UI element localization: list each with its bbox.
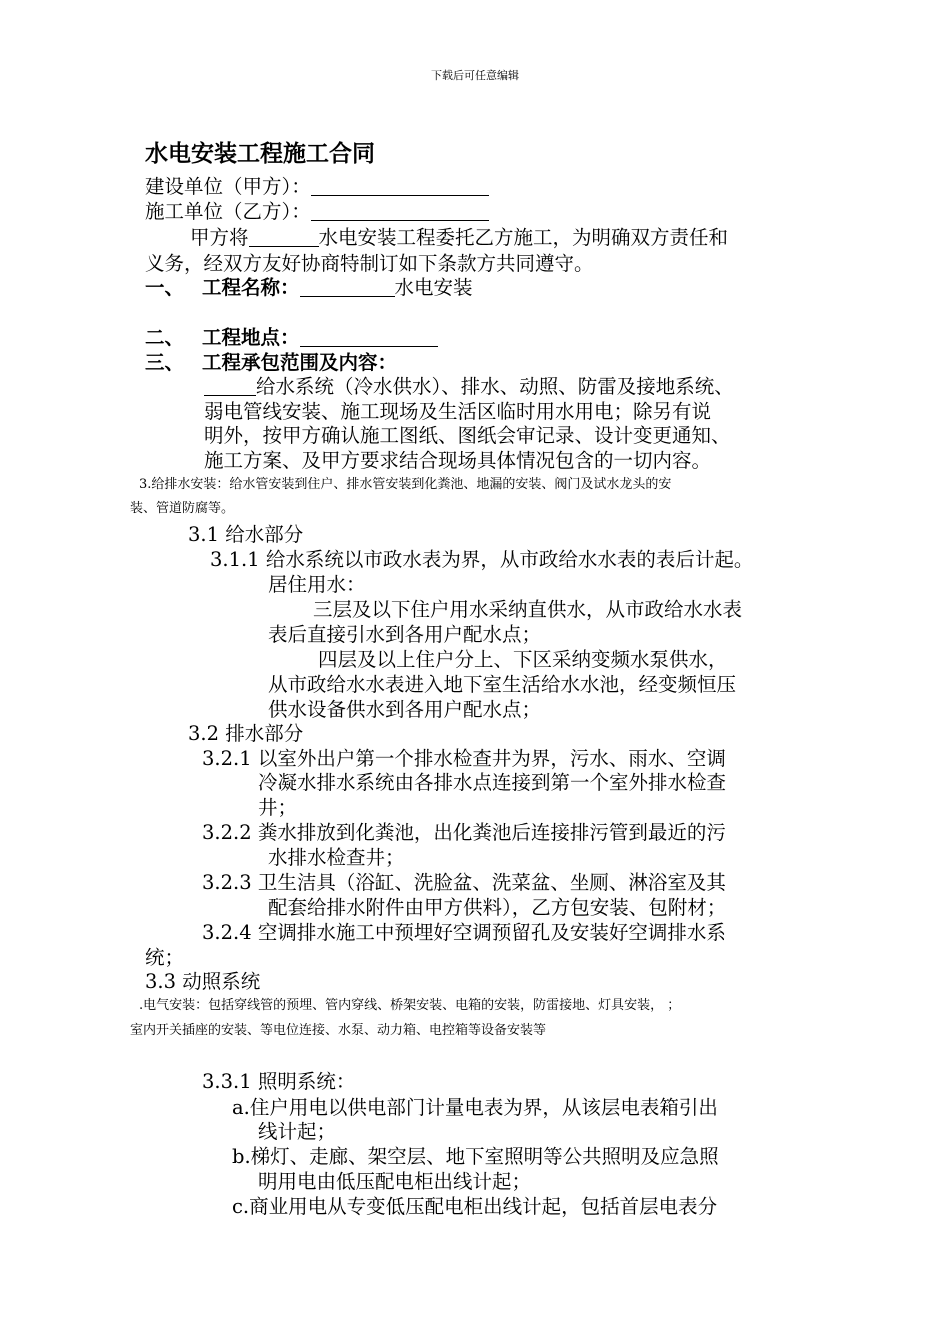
party-b-label: 施工单位（乙方）： — [145, 200, 311, 223]
project-location-blank[interactable] — [300, 326, 438, 347]
electrical-note-line-1: .电气安装：包括穿线管的预埋、管内穿线、桥架安装、电箱的安装，防雷接地、灯具安装， ； — [139, 998, 681, 1013]
section-3-3-1-title: 3.3.1 照明系统： — [202, 1070, 356, 1093]
item-b-line-1: b.梯灯、走廊、架空层、地下室照明等公共照明及应急照 — [232, 1145, 719, 1168]
project-name-value: 水电安装 — [394, 276, 473, 299]
item-a-line-1: a.住户用电以供电部门计量电表为界，从该层电表箱引出 — [232, 1096, 718, 1119]
section-2-label: 工程地点： — [202, 326, 300, 349]
document-title: 水电安装工程施工合同 — [145, 140, 375, 167]
section-3-2-1-line-1: 3.2.1 以室外出户第一个排水检查井为界，污水、雨水、空调 — [202, 747, 726, 770]
section-3-3-title: 3.3 动照系统 — [145, 970, 261, 993]
intro-text-a: 甲方将 — [190, 226, 249, 249]
item-c-line-1: c.商业用电从专变低压配电柜出线计起，包括首层电表分 — [232, 1195, 718, 1218]
section-1-label: 工程名称： — [202, 276, 300, 299]
section-3 — [145, 351, 397, 375]
section-3-para-line-1 — [204, 375, 734, 399]
section-3-2-3-line-2: 配套给排水附件由甲方供料），乙方包安装、包附材； — [268, 896, 727, 919]
party-a-blank[interactable] — [311, 175, 489, 196]
intro-text-b: 水电安装工程委托乙方施工，为明确双方责任和 — [318, 226, 729, 249]
project-name-blank[interactable] — [300, 276, 395, 297]
high-floor-supply-line-1: 四层及以上住户分上、下区采纳变频水泵供水， — [318, 648, 728, 671]
section-3-2-4-line-2: 统； — [145, 946, 185, 969]
low-floor-supply-line-1: 三层及以下住户用水采纳直供水，从市政给水水表 — [313, 598, 743, 621]
section-3-number: 三、 — [145, 351, 185, 374]
party-b-line — [145, 200, 489, 224]
residential-water-heading: 居住用水： — [268, 573, 366, 596]
section-3-label: 工程承包范围及内容： — [202, 351, 398, 374]
section-3-2-1-line-3: 井； — [258, 796, 298, 819]
section-2-number: 二、 — [145, 326, 185, 349]
header-note: 下载后可任意编辑 — [431, 69, 519, 82]
section-3-para-line-4: 施工方案、及甲方要求结合现场具体情况包含的一切内容。 — [204, 449, 712, 472]
section-3-2-3-line-1: 3.2.3 卫生洁具（浴缸、洗脸盆、洗菜盆、坐厕、淋浴室及其 — [202, 871, 726, 894]
section-2 — [145, 326, 438, 350]
high-floor-supply-line-3: 供水设备供水到各用户配水点； — [268, 698, 542, 721]
section-3-2-1-line-2: 冷凝水排水系统由各排水点连接到第一个室外排水检查 — [258, 771, 727, 794]
scope-blank[interactable] — [204, 375, 256, 396]
section-3-1-title: 3.1 给水部分 — [188, 523, 304, 546]
section-3-para-line-3: 明外，按甲方确认施工图纸、图纸会审记录、设计变更通知、 — [204, 424, 731, 447]
section-3-2-2-line-2: 水排水检查井； — [268, 846, 405, 869]
intro-line-1 — [190, 226, 728, 250]
intro-line-2: 义务，经双方友好协商特制订如下条款方共同遵守。 — [145, 252, 594, 275]
section-3-2-title: 3.2 排水部分 — [188, 722, 304, 745]
plumbing-note-line-2: 装、管道防腐等。 — [130, 501, 235, 516]
party-b-blank[interactable] — [311, 200, 489, 221]
section-3-para-line-2: 弱电管线安装、施工现场及生活区临时用水用电；除另有说 — [204, 400, 712, 423]
electrical-note-line-2: 室内开关插座的安装、等电位连接、水泵、动力箱、电控箱等设备安装等 — [130, 1023, 547, 1038]
party-a-label: 建设单位（甲方）： — [145, 175, 311, 198]
section-1-number: 一、 — [145, 276, 185, 299]
section-3-2-4-line-1: 3.2.4 空调排水施工中预埋好空调预留孔及安装好空调排水系 — [202, 921, 726, 944]
item-b-line-2: 明用电由低压配电柜出线计起； — [258, 1170, 532, 1193]
project-blank[interactable] — [249, 226, 319, 247]
item-a-line-2: 线计起； — [258, 1120, 337, 1143]
high-floor-supply-line-2: 从市政给水水表进入地下室生活给水水池，经变频恒压 — [268, 673, 737, 696]
section-3-1-1: 3.1.1 给水系统以市政水表为界，从市政给水水表的表后计起。 — [210, 548, 754, 571]
scope-text-1: 给水系统（冷水供水）、排水、动照、防雷及接地系统、 — [256, 375, 734, 398]
section-1 — [145, 276, 473, 300]
low-floor-supply-line-2: 表后直接引水到各用户配水点； — [268, 623, 542, 646]
party-a-line — [145, 175, 489, 199]
section-3-2-2-line-1: 3.2.2 粪水排放到化粪池，出化粪池后连接排污管到最近的污 — [202, 821, 726, 844]
plumbing-note-line-1: 3.给排水安装：给水管安装到住户、排水管安装到化粪池、地漏的安装、阀门及试水龙头的安 — [139, 477, 672, 492]
